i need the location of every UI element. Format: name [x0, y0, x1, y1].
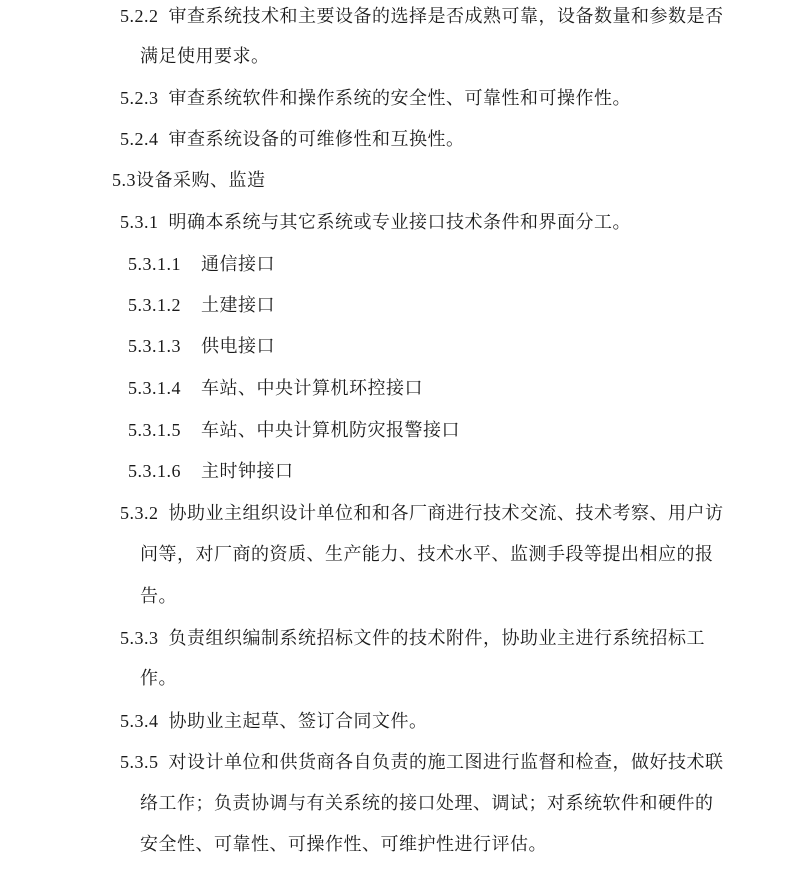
clause-continuation	[140, 543, 714, 567]
clause-number: 5.3.4	[120, 711, 159, 731]
clause-5-3-5	[120, 750, 724, 775]
clause-number: 5.3.1.3	[128, 336, 181, 356]
clause-5-2-4	[120, 127, 465, 152]
clause-number: 5.3.1.6	[128, 461, 181, 481]
clause-text: 主时钟接口	[201, 461, 294, 482]
clause-5-3-1-3	[128, 334, 275, 359]
clause-text: 问等，对厂商的资质、生产能力、技术水平、监测手段等提出相应的报	[140, 544, 714, 565]
clause-number: 5.3.5	[120, 752, 159, 772]
clause-text: 告。	[140, 586, 177, 607]
clause-number: 5.3.3	[120, 628, 159, 648]
clause-5-2-2	[120, 4, 724, 29]
clause-5-3-1-5	[128, 418, 460, 443]
clause-number: 5.3.1.2	[128, 295, 181, 315]
clause-5-2-3	[120, 86, 631, 111]
clause-text: 审查系统设备的可维修性和互换性。	[168, 129, 465, 150]
clause-text: 通信接口	[201, 254, 275, 275]
clause-text: 负责组织编制系统招标文件的技术附件，协助业主进行系统招标工	[168, 628, 705, 649]
clause-continuation	[140, 833, 547, 857]
clause-5-3-1-2	[128, 293, 275, 318]
clause-number: 5.3.1.1	[128, 254, 181, 274]
clause-text: 满足使用要求。	[140, 46, 270, 67]
clause-5-3-1-1	[128, 252, 275, 277]
clause-text: 土建接口	[201, 295, 275, 316]
clause-text: 对设计单位和供货商各自负责的施工图进行监督和检查，做好技术联	[168, 752, 724, 773]
section-title: 设备采购、监造	[136, 170, 266, 191]
clause-text: 供电接口	[201, 336, 275, 357]
clause-5-3-1	[120, 210, 631, 235]
clause-continuation	[140, 585, 177, 609]
clause-continuation	[140, 667, 177, 691]
clause-text: 协助业主起草、签订合同文件。	[168, 711, 428, 732]
section-5-3	[112, 168, 266, 193]
clause-5-3-2	[120, 501, 724, 526]
clause-continuation	[140, 792, 714, 816]
clause-text: 审查系统软件和操作系统的安全性、可靠性和可操作性。	[168, 88, 631, 109]
clause-text: 车站、中央计算机防灾报警接口	[201, 420, 460, 441]
clause-text: 作。	[140, 668, 177, 689]
clause-text: 审查系统技术和主要设备的选择是否成熟可靠，设备数量和参数是否	[168, 6, 724, 27]
clause-text: 明确本系统与其它系统或专业接口技术条件和界面分工。	[168, 212, 631, 233]
clause-5-3-1-6	[128, 459, 294, 484]
clause-number: 5.3.1	[120, 212, 159, 232]
section-number: 5.3	[112, 170, 136, 190]
clause-number: 5.3.1.4	[128, 378, 181, 398]
clause-number: 5.2.3	[120, 88, 159, 108]
clause-text: 车站、中央计算机环控接口	[201, 378, 423, 399]
clause-text: 安全性、可靠性、可操作性、可维护性进行评估。	[140, 834, 547, 855]
clause-text: 协助业主组织设计单位和和各厂商进行技术交流、技术考察、用户访	[168, 503, 724, 524]
clause-number: 5.3.1.5	[128, 420, 181, 440]
clause-continuation	[140, 45, 270, 69]
clause-number: 5.2.4	[120, 129, 159, 149]
clause-5-3-1-4	[128, 376, 423, 401]
clause-text: 络工作；负责协调与有关系统的接口处理、调试；对系统软件和硬件的	[140, 793, 714, 814]
clause-5-3-4	[120, 709, 428, 734]
clause-5-3-3	[120, 626, 705, 651]
clause-number: 5.2.2	[120, 6, 159, 26]
clause-number: 5.3.2	[120, 503, 159, 523]
